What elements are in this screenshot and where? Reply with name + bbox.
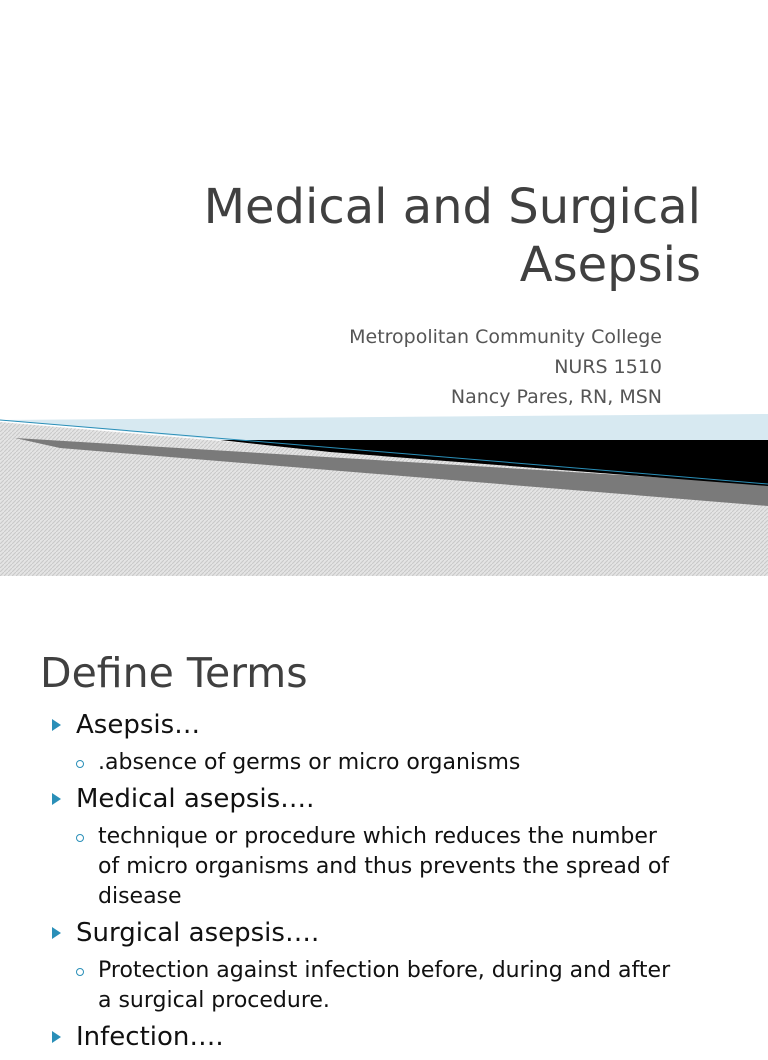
triangle-bullet-icon	[52, 793, 61, 805]
definition	[52, 748, 742, 778]
definition-line: disease	[98, 884, 182, 909]
content-slide	[0, 576, 768, 1052]
ring-bullet-icon	[76, 760, 84, 768]
term-label: Surgical asepsis….	[76, 918, 320, 948]
term-label: Infection….	[76, 1022, 224, 1052]
bullet-list	[52, 710, 742, 1060]
list-item	[52, 918, 742, 948]
list-item	[52, 784, 742, 814]
subtitle-college: Metropolitan Community College	[349, 326, 662, 348]
list-item	[52, 1022, 742, 1052]
definition	[52, 822, 742, 912]
slide-title: Define Terms	[40, 649, 308, 697]
ring-bullet-icon	[76, 968, 84, 976]
definition-line: Protection against infection before, during and after	[98, 958, 671, 983]
triangle-bullet-icon	[52, 927, 61, 939]
term-label: Asepsis…	[76, 710, 201, 740]
term-label: Medical asepsis….	[76, 784, 315, 814]
title-line-1: Medical and Surgical	[203, 179, 701, 235]
subtitle-course: NURS 1510	[554, 356, 662, 378]
title-line-2: Asepsis	[519, 237, 701, 293]
definition-line: a surgical procedure.	[98, 988, 330, 1013]
definition-text: .absence of germs or micro organisms	[98, 750, 521, 775]
list-item	[52, 710, 742, 740]
definition-line: of micro organisms and thus prevents the spread of	[98, 854, 670, 879]
definition-line: technique or procedure which reduces the number	[98, 824, 657, 849]
subtitle-author: Nancy Pares, RN, MSN	[450, 386, 662, 408]
triangle-bullet-icon	[52, 719, 61, 731]
definition	[52, 956, 742, 1016]
triangle-bullet-icon	[52, 1031, 61, 1043]
ring-bullet-icon	[76, 834, 84, 842]
